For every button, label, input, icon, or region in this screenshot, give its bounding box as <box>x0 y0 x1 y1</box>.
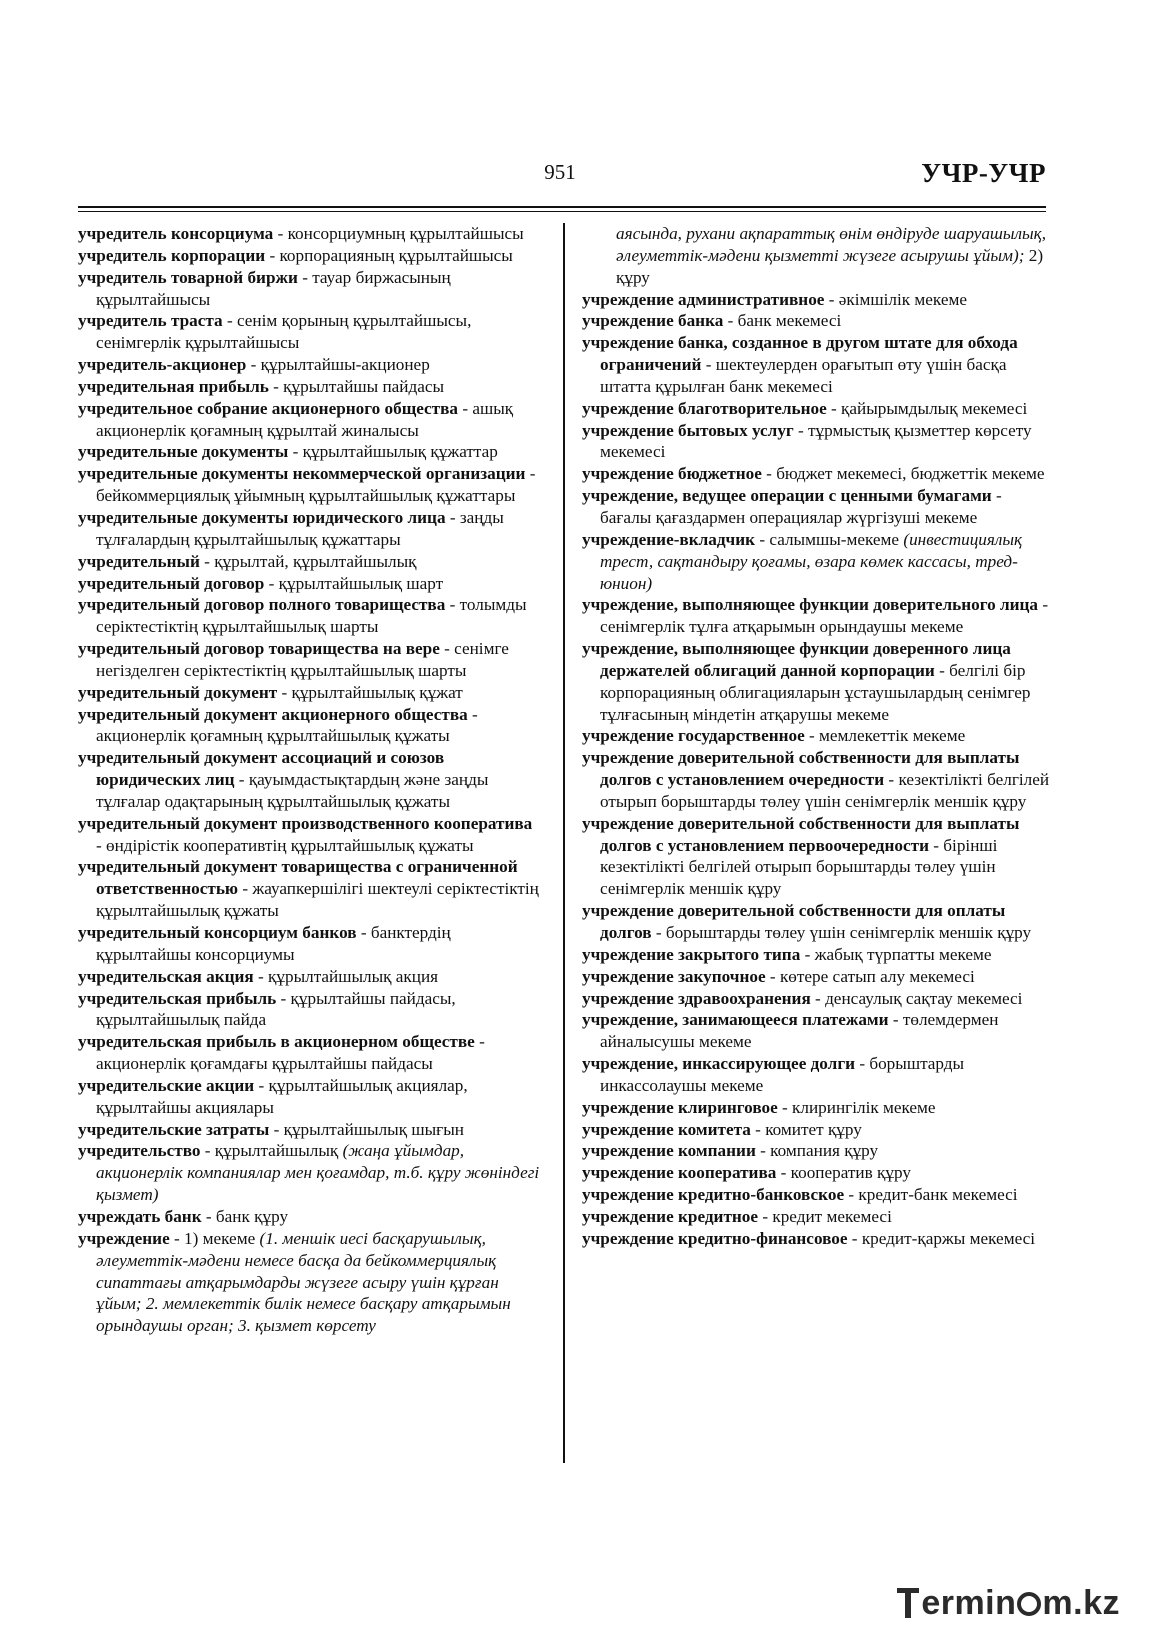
entry-term: учредительство <box>78 1141 201 1161</box>
entry-term: учредительный консорциум банков <box>78 923 357 942</box>
entry-definition: - кезектілікті белгілей отырып борыштарды төлеу үшін сенімгерлік меншік құру <box>600 770 1050 811</box>
entry-definition: - бағалы қағаздармен операциялар жүргізуші мекеме <box>600 486 1002 527</box>
entry-term: учреждение кредитно-финансовое <box>582 1228 848 1248</box>
entry-term: учреждение банка <box>582 311 724 331</box>
entry-term: учреждение государственное <box>582 726 805 746</box>
dictionary-entry <box>582 529 1050 595</box>
entry-definition: - толымды серіктестіктің құрылтайшылық шарты <box>96 595 527 637</box>
entry-term: учредитель-акционер <box>78 355 247 375</box>
entry-definition: - акционерлік қоғамның құрылтайшылық құжаты <box>96 704 478 746</box>
dictionary-entry <box>78 245 540 267</box>
dictionary-entry <box>78 573 540 595</box>
entry-term: учредительный договор полного товарищества <box>78 595 446 615</box>
dictionary-entry <box>78 1140 540 1206</box>
entry-definition: - құрылтайшылық акциялар, құрылтайшы акциялары <box>96 1075 468 1117</box>
entry-term: учреждение, занимающееся платежами <box>582 1010 889 1030</box>
entry-term: учреждение, ведущее операции с ценными бумагами <box>582 486 992 506</box>
right-column <box>582 223 1050 1250</box>
right-entries <box>582 289 1050 1250</box>
entry-definition: - банк құру <box>201 1206 289 1226</box>
dictionary-entry <box>582 289 1050 311</box>
dictionary-entry <box>582 725 1050 747</box>
entry-definition: - ашық акционерлік қоғамның құрылтай жиналысы <box>96 398 514 440</box>
dictionary-entry <box>78 1119 540 1141</box>
dictionary-entry <box>78 1031 540 1075</box>
entry-definition-note: (1. меншік иесі басқарушылық, әлеуметтік-мәдени немесе басқа да бейкоммерциялық сипаттағы атқарымдарды жүзеге асыру үшін құрған ұйым; 2. мемлекеттік билік немесе басқару атқарымын орындаушы орган; 3. қызмет көрсету <box>96 1228 511 1336</box>
entry-term: учреждение благотворительное <box>582 398 827 418</box>
entry-definition: - заңды тұлғалардың құрылтайшылық құжаттары <box>96 507 504 549</box>
dictionary-entry <box>582 332 1050 398</box>
termincom-watermark <box>897 1584 1120 1623</box>
entry-term: учреждать банк <box>78 1206 202 1226</box>
entry-term: учредительный договор товарищества на вере <box>78 639 440 659</box>
dictionary-entry <box>582 813 1050 900</box>
entry-definition: - банктердің құрылтайшы консорциумы <box>96 923 451 964</box>
entry-term: учреждение, выполняющее функции доверенного лица держателей облигаций данной корпорации <box>582 639 1011 680</box>
dictionary-entry <box>78 441 540 463</box>
entry-definition: - кооператив құру <box>776 1163 911 1183</box>
entry-term: учреждение банка, созданное в другом штате для обхода ограничений <box>582 333 1018 375</box>
dictionary-entry <box>582 1053 1050 1097</box>
entry-term: учреждение, инкассирующее долги <box>582 1054 856 1074</box>
entry-definition: - клирингілік мекеме <box>777 1097 936 1117</box>
entry-term: учреждение <box>78 1228 170 1248</box>
entry-term: учреждение клиринговое <box>582 1097 778 1117</box>
dictionary-entry <box>78 1206 540 1228</box>
entry-term: учредительный документ товарищества с ограниченной ответственностью <box>78 857 518 899</box>
entry-term: учредительный документ производственного кооператива <box>78 813 533 833</box>
dictionary-entry <box>78 267 540 311</box>
dictionary-entry <box>582 900 1050 944</box>
entry-definition: - бюджет мекемесі, бюджеттік мекеме <box>761 464 1045 484</box>
entry-definition: - салымшы-мекеме <box>755 529 904 549</box>
entry-term: учредительская прибыль <box>78 988 277 1008</box>
entry-definition: - сенімгерлік тұлға атқарымын орындаушы мекеме <box>600 595 1049 637</box>
entry-term: учредительный документ акционерного общества <box>78 704 468 724</box>
entry-definition: - құрылтайшы пайдасы, құрылтайшылық пайда <box>96 988 456 1030</box>
dictionary-entry <box>78 1075 540 1119</box>
entry-term: учреждение доверительной собственности для выплаты долгов с установлением очередности <box>582 748 1020 790</box>
entry-term: учреждение кредитное <box>582 1206 759 1226</box>
entry-definition: - борыштарды төлеу үшін сенімгерлік меншік құру <box>651 923 1032 942</box>
entry-term: учредительные документы <box>78 442 289 462</box>
dictionary-entry <box>78 1228 540 1337</box>
dictionary-entry <box>582 1228 1050 1250</box>
column-divider <box>563 223 565 1463</box>
entry-definition: - сенім қорының құрылтайшысы, сенімгерлік құрылтайшысы <box>96 311 472 353</box>
continuation-italic: аясында, рухани ақпараттық өнім өндіруде шаруашылық, әлеуметтік-мәдени қызметті жүзеге асырушы ұйым); <box>616 224 1047 265</box>
continuation-text <box>582 223 1050 289</box>
entry-definition: - тұрмыстық қызметтер көрсету мекемесі <box>600 420 1032 462</box>
dictionary-entry <box>582 1184 1050 1206</box>
dictionary-entry <box>78 638 540 682</box>
entry-definition: - бірінші кезектілікті белгілей отырып борыштарды төлеу үшін сенімгерлік меншік құру <box>600 835 998 899</box>
entry-term: учредительное собрание акционерного общества <box>78 398 459 418</box>
running-head: УЧР-УЧР <box>921 158 1046 188</box>
entry-term: учредительная прибыль <box>78 376 269 396</box>
dictionary-entry <box>78 551 540 573</box>
dictionary-entry <box>78 594 540 638</box>
entry-definition: - денсаулық сақтау мекемесі <box>810 988 1023 1008</box>
entry-definition: - бейкоммерциялық ұйымның құрылтайшылық құжаттары <box>96 464 536 506</box>
dictionary-entry <box>78 856 540 922</box>
entry-definition: - кредит-банк мекемесі <box>844 1185 1018 1205</box>
dictionary-entry <box>582 1097 1050 1119</box>
entry-term: учредительный документ ассоциаций и союзов юридических лиц <box>78 748 445 790</box>
entry-term: учредительные документы некоммерческой организации <box>78 464 526 484</box>
watermark-text-before: ermin <box>921 1584 1017 1622</box>
dictionary-entry <box>582 1162 1050 1184</box>
entry-term: учреждение здравоохранения <box>582 988 811 1008</box>
entry-term: учредитель корпорации <box>78 245 266 265</box>
entry-definition: - белгілі бір корпорацияның облигацияларын ұстаушылардың сенімгер тұлғасының міндетін атқарушы мекеме <box>600 660 1031 724</box>
dictionary-entry <box>582 966 1050 988</box>
entry-term: учредительская прибыль в акционерном обществе <box>78 1032 475 1052</box>
entry-definition: - жабық түрпатты мекеме <box>800 944 992 964</box>
dictionary-entry <box>78 988 540 1032</box>
entry-definition: - қайырымдылық мекемесі <box>826 398 1028 418</box>
entry-definition: - әкімшілік мекеме <box>824 289 967 309</box>
entry-definition: - сенімге негізделген серіктестіктің құрылтайшылық шарты <box>96 639 509 680</box>
entry-term: учредительские акции <box>78 1075 255 1095</box>
entry-term: учреждение закрытого типа <box>582 944 801 964</box>
dictionary-entry <box>78 966 540 988</box>
t-logo-icon <box>897 1588 919 1618</box>
dictionary-entry <box>78 310 540 354</box>
dictionary-entry <box>78 507 540 551</box>
entry-definition: - консорциумның құрылтайшысы <box>273 224 524 243</box>
entry-term: учреждение административное <box>582 289 825 309</box>
entry-term: учредительская акция <box>78 966 254 986</box>
dictionary-entry <box>582 310 1050 332</box>
entry-definition: - комитет құру <box>750 1119 862 1139</box>
entry-definition: - құрылтайшылық шарт <box>264 573 444 593</box>
page-number: 951 <box>544 160 576 184</box>
dictionary-entry <box>78 223 540 245</box>
dictionary-entry <box>78 376 540 398</box>
entry-definition: - құрылтай, құрылтайшылық <box>199 551 417 571</box>
dictionary-entry <box>582 1206 1050 1228</box>
dictionary-entry <box>582 420 1050 464</box>
dictionary-entry <box>582 747 1050 813</box>
dictionary-entry <box>582 398 1050 420</box>
dictionary-entry <box>582 463 1050 485</box>
dictionary-entry <box>78 813 540 857</box>
left-column <box>78 223 540 1337</box>
entry-definition: - кредит-қаржы мекемесі <box>847 1228 1036 1248</box>
entry-term: учреждение кредитно-банковское <box>582 1185 845 1205</box>
entry-term: учреждение комитета <box>582 1119 751 1139</box>
dictionary-entry <box>78 682 540 704</box>
entry-definition: - құрылтайшылық акция <box>253 966 439 986</box>
entry-term: учредительный <box>78 551 200 571</box>
entry-definition: - құрылтайшылық құжат <box>277 682 463 702</box>
entry-term: учреждение бюджетное <box>582 464 762 484</box>
entry-definition: - банк мекемесі <box>723 311 842 331</box>
entry-term: учреждение закупочное <box>582 966 766 986</box>
entry-term: учреждение, выполняющее функции доверительного лица <box>582 595 1039 615</box>
dictionary-entry <box>78 398 540 442</box>
entry-term: учредительные документы юридического лица <box>78 507 446 527</box>
entry-term: учреждение бытовых услуг <box>582 420 794 440</box>
entry-definition: - борыштарды инкассолаушы мекеме <box>600 1054 965 1095</box>
entry-term: учреждение доверительной собственности для выплаты долгов с установлением первоочередности <box>582 813 1020 855</box>
entry-definition: - жауапкершілігі шектеулі серіктестіктің құрылтайшылық құжаты <box>96 879 539 921</box>
dictionary-entry <box>582 1009 1050 1053</box>
entry-definition: - төлемдермен айналысушы мекеме <box>600 1010 999 1052</box>
entry-definition: - құрылтайшылық <box>200 1141 343 1161</box>
entry-term: учреждение доверительной собственности для оплаты долгов <box>582 901 1006 942</box>
entry-term: учредительный документ <box>78 682 278 702</box>
entry-term: учреждение-вкладчик <box>582 529 756 549</box>
entry-term: учредительный договор <box>78 573 265 593</box>
entry-definition: - корпорацияның құрылтайшысы <box>265 245 513 265</box>
entry-definition: - шектеулерден орағытып өту үшін басқа штатта құрылған банк мекемесі <box>600 355 1007 396</box>
dictionary-entry <box>78 463 540 507</box>
o-logo-icon <box>1017 1592 1041 1616</box>
entry-definition: - құрылтайшылық шығын <box>269 1119 464 1139</box>
dictionary-entry <box>582 594 1050 638</box>
entry-term: учредитель товарной биржи <box>78 267 298 287</box>
watermark-text-after: m.kz <box>1042 1584 1120 1622</box>
header-rule <box>78 206 1046 208</box>
entry-definition: - өндірістік кооперативтің құрылтайшылық құжаты <box>96 835 474 855</box>
entry-definition: - мемлекеттік мекеме <box>804 726 966 746</box>
entry-term: учредитель консорциума <box>78 224 274 243</box>
dictionary-entry <box>582 944 1050 966</box>
continuation-plain: 2) құру <box>616 245 1044 287</box>
entry-definition: - қауымдастықтардың және заңды тұлғалар одақтарының құрылтайшылық құжаты <box>96 770 489 811</box>
dictionary-entry <box>78 922 540 966</box>
entry-definition: - кредит мекемесі <box>758 1206 892 1226</box>
entry-definition: - акционерлік қоғамдағы құрылтайшы пайдасы <box>96 1032 485 1074</box>
entry-definition-note: (инвестициялық трест, сақтандыру қоғамы, өзара көмек кассасы, тред-юнион) <box>600 529 1023 593</box>
entry-definition-note: (жаңа ұйымдар, акционерлік компаниялар мен қоғамдар, т.б. құру жөніндегі қызмет) <box>96 1141 540 1205</box>
entry-definition: - тауар биржасының құрылтайшысы <box>96 267 451 309</box>
entry-term: учреждение кооператива <box>582 1163 777 1183</box>
dictionary-entry <box>78 704 540 748</box>
header-rule-thin <box>78 211 1046 212</box>
entry-term: учреждение компании <box>582 1141 756 1161</box>
entry-definition: - құрылтайшы-акционер <box>246 355 430 375</box>
dictionary-entry <box>78 747 540 813</box>
entry-definition: - компания құру <box>755 1141 879 1161</box>
dictionary-entry <box>582 988 1050 1010</box>
entry-definition: - көтере сатып алу мекемесі <box>765 966 975 986</box>
dictionary-entry <box>78 354 540 376</box>
entry-definition: - 1) мекеме <box>169 1228 260 1248</box>
dictionary-entry <box>582 1140 1050 1162</box>
entry-term: учредительские затраты <box>78 1119 270 1139</box>
dictionary-entry <box>582 1119 1050 1141</box>
dictionary-entry <box>582 638 1050 725</box>
dictionary-entry <box>582 485 1050 529</box>
entry-definition: - құрылтайшы пайдасы <box>268 376 445 396</box>
entry-term: учредитель траста <box>78 311 223 331</box>
entry-definition: - құрылтайшылық құжаттар <box>288 442 498 462</box>
